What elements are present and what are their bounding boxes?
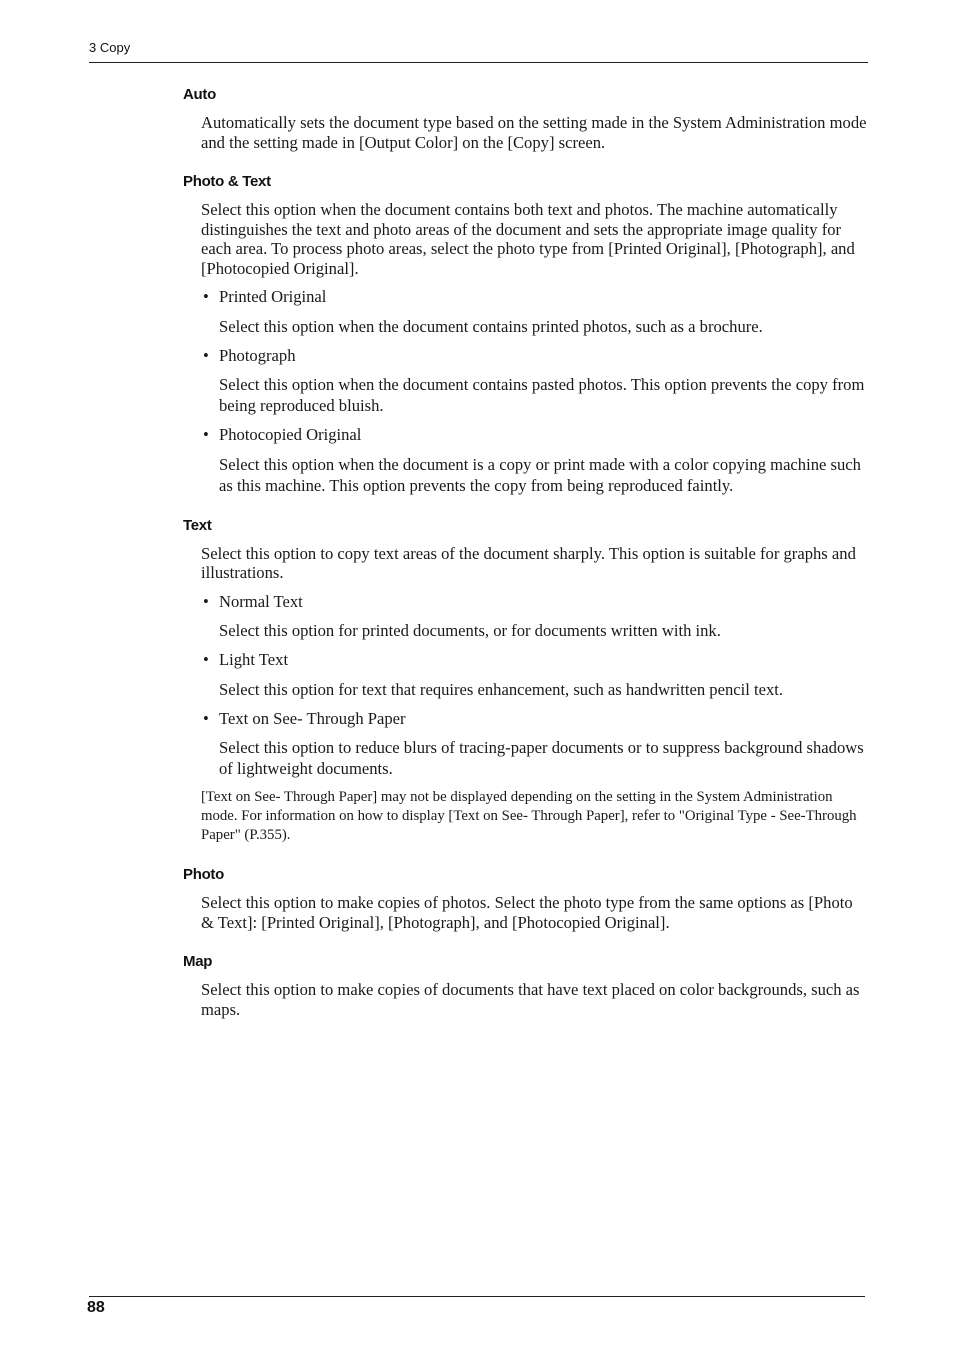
section-heading-text: Text — [183, 516, 212, 534]
bullet-description: Select this option when the document contains pasted photos. This option prevents the copy from being reproduced bluish. — [219, 375, 865, 415]
bullet-label: Printed Original — [219, 287, 327, 306]
bullet-label: Text on See- Through Paper — [219, 708, 406, 728]
running-header: 3 Copy — [89, 40, 131, 55]
section-photo — [183, 864, 868, 932]
bullet-label: Light Text — [219, 650, 289, 669]
bullet-label: Normal Text — [219, 591, 303, 611]
bullet-description: Select this option when the document contains printed photos, such as a brochure. — [219, 316, 763, 336]
section-heading-map: Map — [183, 953, 213, 970]
section-heading-auto: Auto — [183, 86, 216, 103]
document-body — [183, 84, 868, 1038]
section-photo-text — [183, 171, 868, 496]
bullet-description: Select this option for text that requires enhancement, such as handwritten pencil text. — [219, 679, 784, 699]
bullet-label: Photocopied Original — [219, 425, 362, 444]
bullet-glyph: • — [203, 287, 209, 306]
section-text-auto: Automatically sets the document type based on the setting made in the System Administration mode and the setting made in [Output Color] on the [Copy] screen. — [201, 113, 867, 152]
section-text-photo-text: Select this option when the document contains both text and photos. The machine automatically distinguishes the text and photo areas of the document and sets the appropriate image quality for each area. To process photo areas, select the photo type from [Printed Original], [Photograph], and [Photocopied Original]. — [201, 200, 855, 278]
header-divider — [89, 62, 868, 63]
bullet-description: Select this option to reduce blurs of tracing-paper documents or to suppress background shadows of lightweight documents. — [219, 738, 864, 778]
section-map — [183, 951, 868, 1019]
bullet-item-light-text — [203, 650, 868, 670]
note-text: [Text on See- Through Paper] may not be displayed depending on the setting in the System Administration mode. For information on how to display [Text on See- Through Paper], refer to "Original Type - See-Through Paper" (P.355). — [201, 789, 857, 843]
section-heading-photo: Photo — [183, 866, 224, 883]
bullet-description: Select this option for printed documents, or for documents written with ink. — [219, 621, 721, 640]
bullet-glyph: • — [203, 345, 209, 365]
bullet-item-printed-original — [203, 287, 868, 307]
bullet-label: Photograph — [219, 345, 296, 365]
section-heading-photo-text: Photo & Text — [183, 173, 271, 190]
page-number: 88 — [87, 1299, 105, 1316]
bullet-item-normal-text — [203, 592, 868, 612]
bullet-item-see-through-paper — [203, 709, 868, 729]
bullet-item-photocopied-original — [203, 425, 868, 445]
bullet-item-photograph — [203, 346, 868, 366]
bullet-glyph: • — [203, 591, 209, 611]
footer-divider — [89, 1296, 865, 1297]
section-text-text: Select this option to copy text areas of the document sharply. This option is suitable for graphs and illustrations. — [201, 543, 856, 582]
bullet-glyph: • — [203, 425, 209, 444]
section-text-photo: Select this option to make copies of photos. Select the photo type from the same options as [Photo & Text]: [Printed Original], [Photograph], and [Photocopied Original]. — [201, 893, 853, 932]
bullet-glyph: • — [203, 708, 209, 728]
bullet-description: Select this option when the document is a copy or print made with a color copying machine such as this machine. This option prevents the copy from being reproduced faintly. — [219, 454, 861, 495]
section-text — [183, 515, 868, 846]
bullet-glyph: • — [203, 650, 209, 669]
section-text-map: Select this option to make copies of documents that have text placed on color backgrounds, such as maps. — [201, 980, 860, 1019]
section-auto — [183, 84, 868, 152]
